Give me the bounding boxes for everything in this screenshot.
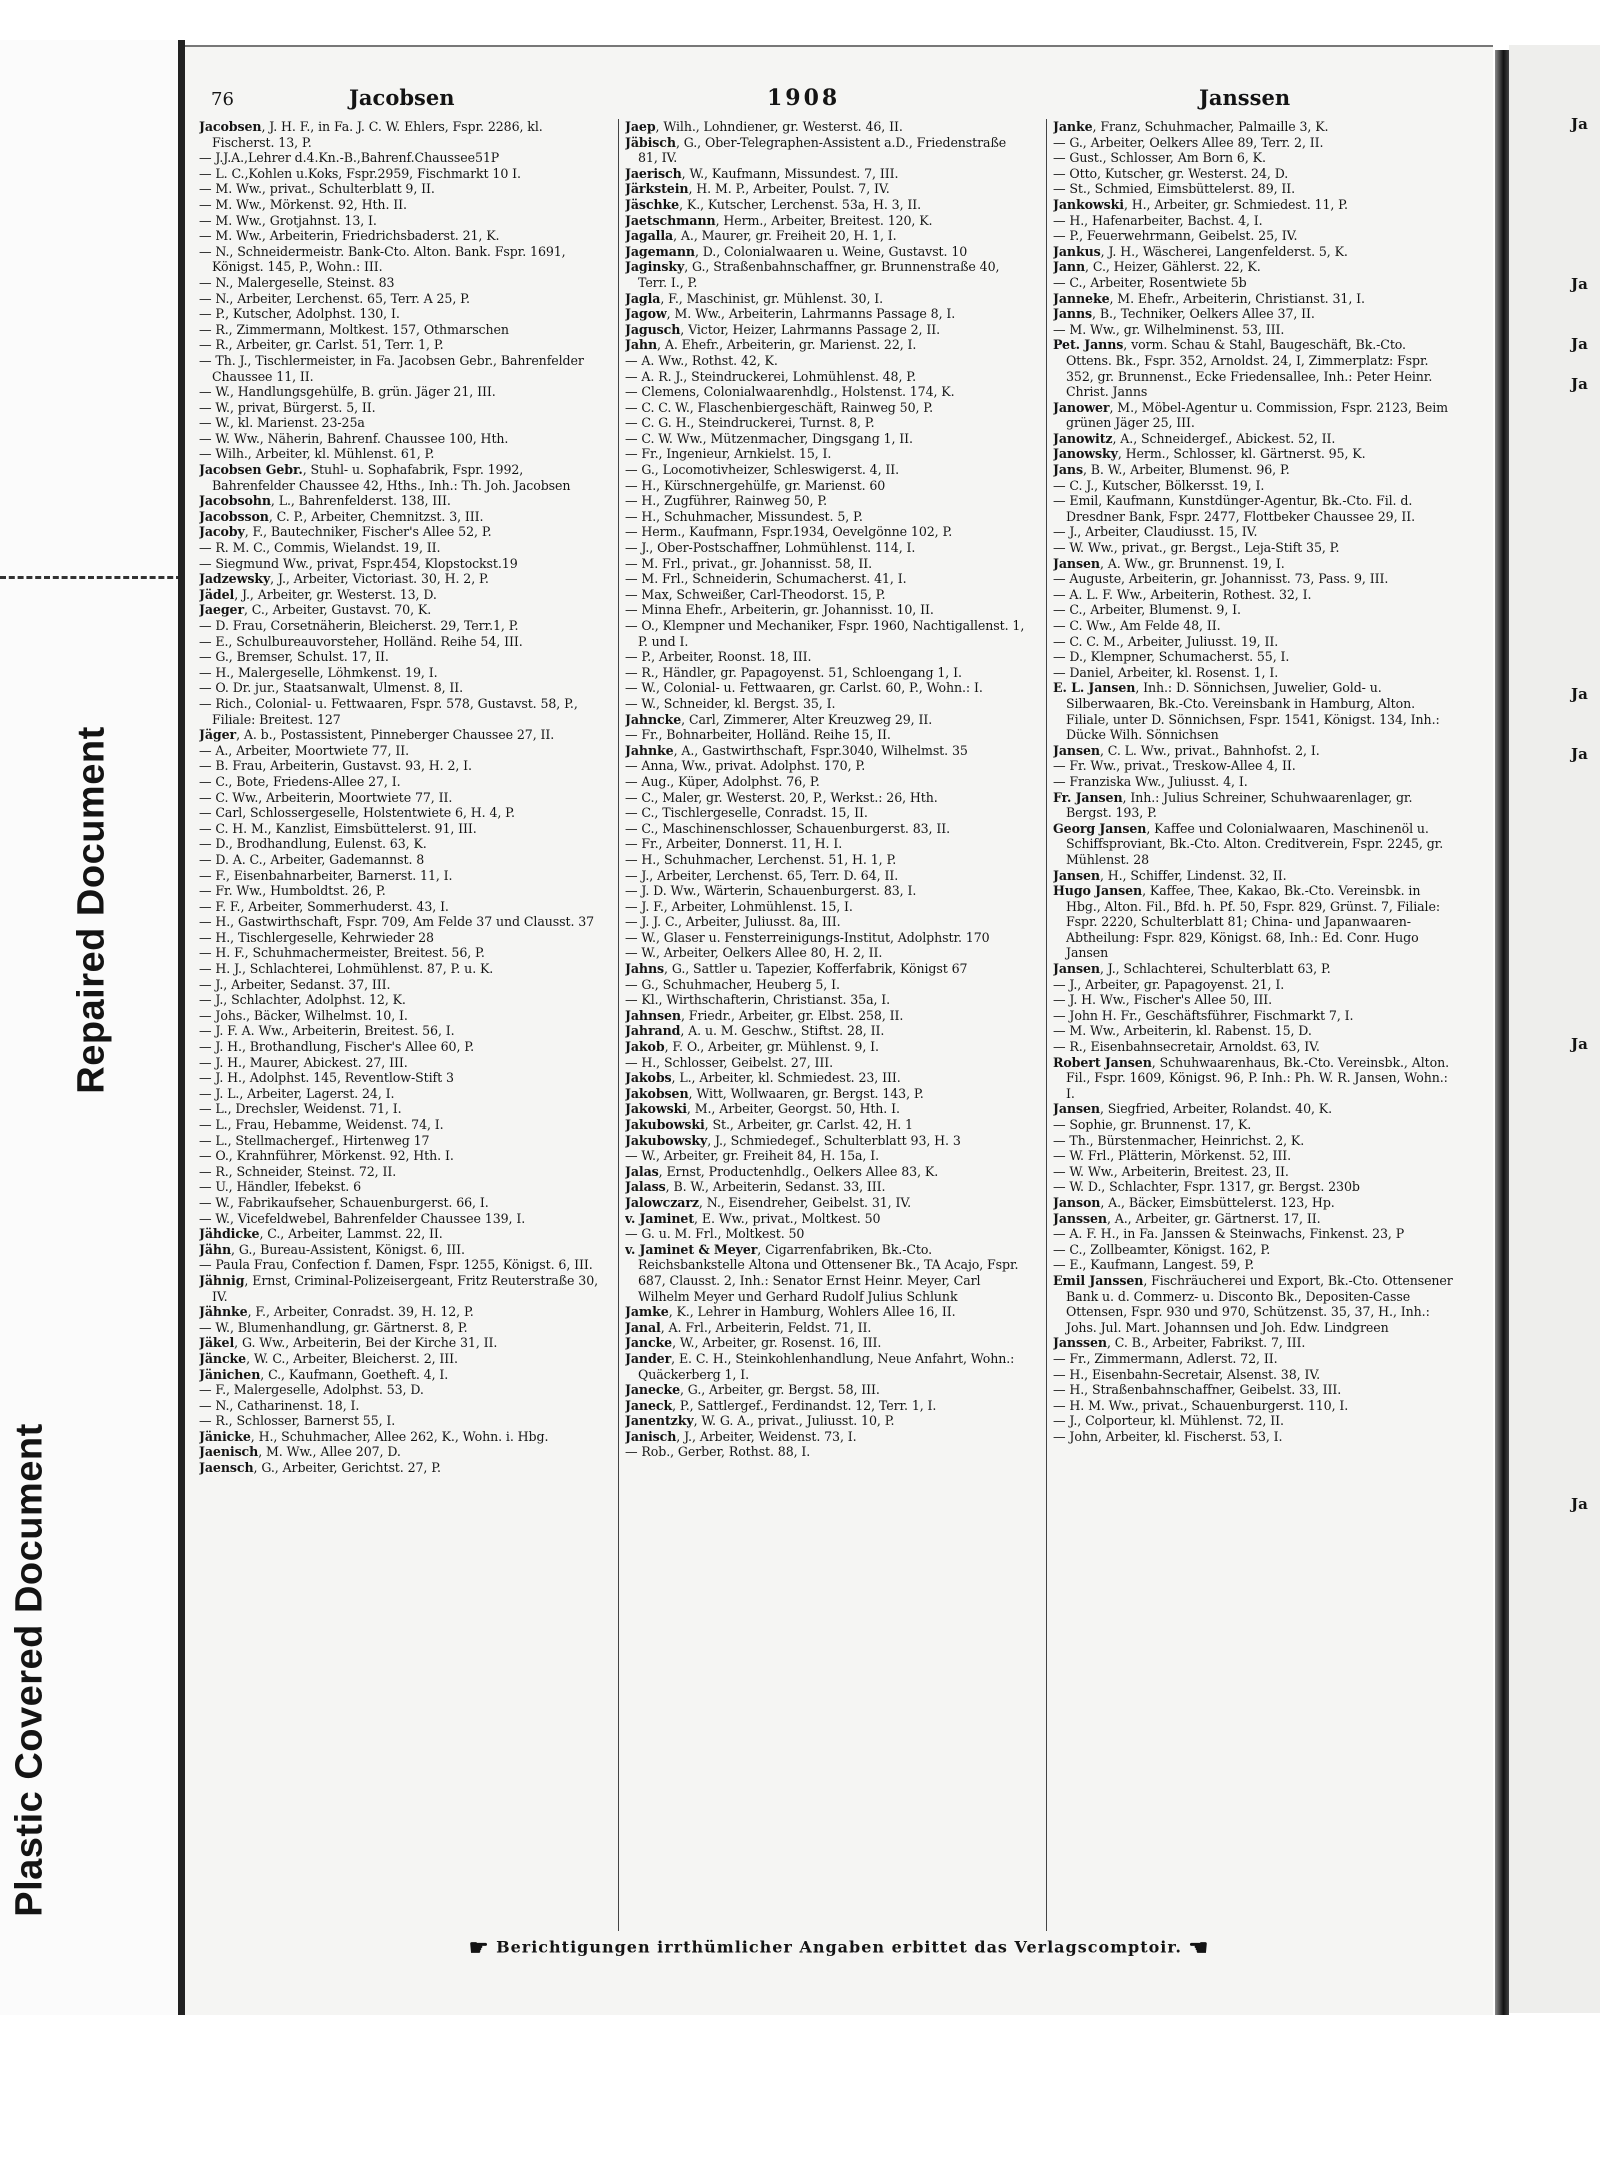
directory-entry: Jaensch, G., Arbeiter, Gerichtst. 27, P.	[199, 1460, 441, 1476]
directory-entry: Janssen, A., Arbeiter, gr. Gärtnerst. 17, II.	[1053, 1210, 1321, 1226]
directory-entry: — J., Arbeiter, Sedanst. 37, III.	[199, 976, 391, 992]
directory-entry: — E., Schulbureauvorsteher, Holländ. Reihe 54, III.	[199, 633, 523, 649]
column-1	[199, 119, 601, 1919]
directory-entry: — L., Frau, Hebamme, Weidenst. 74, I.	[199, 1117, 444, 1132]
column-2	[625, 119, 1027, 1919]
book-gutter	[1495, 50, 1509, 2015]
pointing-hand-icon: ☚	[1188, 1935, 1210, 1961]
directory-entry: Jahnke, A., Gastwirthschaft, Fspr.3040, Wilhelmst. 35	[625, 742, 968, 758]
directory-entry: Jagalla, A., Maurer, gr. Freiheit 20, H. 1, I.	[625, 228, 897, 244]
plastic-covered-label: Plastic Covered Document	[8, 1423, 51, 1917]
directory-entry: Georg Jansen, Kaffee und Colonialwaaren, Maschinenöl u. Schiffsproviant, Bk.-Cto. Alton. Creditverein, Fspr. 2245, gr. Mühlenst. 28	[1053, 820, 1444, 867]
directory-entry: — H. J., Schlachterei, Lohmühlenst. 87, P. u. K.	[199, 961, 494, 977]
directory-entry: Jansen, H., Schiffer, Lindenst. 32, II.	[1053, 867, 1287, 883]
directory-entry: — P., Arbeiter, Roonst. 18, III.	[625, 649, 812, 665]
directory-entry: Jaginsky, G., Straßenbahnschaffner, gr. Brunnenstraße 40, Terr. I., P.	[625, 259, 1000, 290]
directory-entry: — Daniel, Arbeiter, kl. Rosenst. 1, I.	[1053, 664, 1279, 680]
directory-entry: — J. F. A. Ww., Arbeiterin, Breitest. 56, I.	[199, 1023, 455, 1039]
directory-entry: — M. Ww., Arbeiterin, Friedrichsbaderst. 21, K.	[199, 228, 500, 244]
directory-entry: — W. Ww., Näherin, Bahrenf. Chaussee 100, Hth.	[199, 430, 509, 446]
directory-entry: — J. H. Ww., Fischer's Allee 50, III.	[1053, 992, 1273, 1008]
directory-entry: — H., Schuhmacher, Lerchenst. 51, H. 1, P.	[625, 851, 897, 867]
directory-entry: — St., Schmied, Eimsbüttelerst. 89, II.	[1053, 181, 1296, 197]
directory-entry: — U., Händler, Ifebekst. 6	[199, 1179, 362, 1195]
directory-entry: — W., Schneider, kl. Bergst. 35, I.	[625, 695, 836, 711]
directory-entry: — W., Colonial- u. Fettwaaren, gr. Carlst. 60, P., Wohn.: I.	[625, 680, 983, 696]
directory-entry: Janal, A. Frl., Arbeiterin, Feldst. 71, II.	[625, 1319, 872, 1335]
directory-entry: — Th., Bürstenmacher, Heinrichst. 2, K.	[1053, 1132, 1305, 1148]
directory-entry: Jahns, G., Sattler u. Tapezier, Kofferfabrik, Königst 67	[625, 961, 968, 977]
directory-entry: — H. F., Schuhmachermeister, Breitest. 56, P.	[199, 945, 485, 961]
next-page-fragment: Ja	[1571, 745, 1588, 763]
directory-entry: Järkstein, H. M. P., Arbeiter, Poulst. 7, IV.	[625, 181, 890, 197]
directory-entry: — Auguste, Arbeiterin, gr. Johannisst. 73, Pass. 9, III.	[1053, 571, 1389, 587]
directory-entry: — Fr. Ww., privat., Treskow-Allee 4, II.	[1053, 758, 1296, 774]
directory-entry: — W. Frl., Plätterin, Mörkenst. 52, III.	[1053, 1148, 1292, 1164]
directory-entry: — Fr., Zimmermann, Adlerst. 72, II.	[1053, 1350, 1278, 1366]
directory-entry: — John, Arbeiter, kl. Fischerst. 53, I.	[1053, 1428, 1283, 1444]
directory-entry: — C., Tischlergeselle, Conradst. 15, II.	[625, 805, 868, 821]
directory-entry: — N., Arbeiter, Lerchenst. 65, Terr. A 25, P.	[199, 290, 470, 306]
directory-entry: — H., Eisenbahn-Secretair, Alsenst. 38, IV.	[1053, 1366, 1321, 1382]
directory-entry: — W., Glaser u. Fensterreinigungs-Institut, Adolphstr. 170	[625, 929, 990, 945]
directory-entry: Janneke, M. Ehefr., Arbeiterin, Christianst. 31, I.	[1053, 290, 1365, 306]
next-page-fragment: Ja	[1571, 1035, 1588, 1053]
directory-entry: — J. D. Ww., Wärterin, Schauenburgerst. 83, I.	[625, 883, 917, 899]
directory-entry: — Rob., Gerber, Rothst. 88, I.	[625, 1444, 811, 1460]
directory-entry: Jahncke, Carl, Zimmerer, Alter Kreuzweg 29, II.	[625, 711, 933, 727]
directory-entry: — R., Eisenbahnsecretair, Arnoldst. 63, IV.	[1053, 1039, 1320, 1055]
directory-entry: Jagla, F., Maschinist, gr. Mühlenst. 30, I.	[625, 290, 884, 306]
directory-entry: — W., Arbeiter, Oelkers Allee 80, H. 2, II.	[625, 945, 883, 961]
directory-entry: Janns, B., Techniker, Oelkers Allee 37, II.	[1053, 306, 1315, 322]
directory-entry: — G., Arbeiter, Oelkers Allee 89, Terr. 2, II.	[1053, 134, 1324, 150]
directory-entry: Jaep, Wilh., Lohndiener, gr. Westerst. 46, II.	[625, 119, 903, 134]
directory-entry: Pet. Janns, vorm. Schau & Stahl, Baugeschäft, Bk.-Cto. Ottens. Bk., Fspr. 352, Arnoldst. 24, I, Zimmerplatz: Fspr. 352, gr. Brunnenst., Ecke Friedensallee, Inh.: Peter Heinr. Christ. Janns	[1053, 337, 1433, 400]
directory-entry: — F. F., Arbeiter, Sommerhuderst. 43, I.	[199, 898, 449, 914]
directory-entry: — W., kl. Marienst. 23-25a	[199, 415, 365, 431]
directory-entry: Jalas, Ernst, Productenhdlg., Oelkers Allee 83, K.	[625, 1163, 939, 1179]
directory-entry: — Fr. Ww., Humboldtst. 26, P.	[199, 883, 386, 899]
directory-entry: Jansen, J., Schlachterei, Schulterblatt 63, P.	[1053, 961, 1331, 977]
directory-entry: — H., Straßenbahnschaffner, Geibelst. 33, III.	[1053, 1382, 1342, 1398]
directory-entry: — M. Ww., Grotjahnst. 13, I.	[199, 212, 377, 228]
directory-entry: — A. Ww., Rothst. 42, K.	[625, 352, 778, 368]
directory-entry: — M. Frl., Schneiderin, Schumacherst. 41, I.	[625, 571, 907, 587]
page-footer	[305, 1935, 1373, 1961]
directory-entry: Jäkel, G. Ww., Arbeiterin, Bei der Kirche 31, II.	[199, 1335, 498, 1351]
directory-entry: — Siegmund Ww., privat, Fspr.454, Klopstockst.19	[199, 555, 518, 571]
directory-entry: — P., Feuerwehrmann, Geibelst. 25, IV.	[1053, 228, 1298, 244]
directory-entry: — C., Arbeiter, Rosentwiete 5b	[1053, 274, 1247, 290]
directory-entry: — C., Maschinenschlosser, Schauenburgerst. 83, II.	[625, 820, 951, 836]
directory-entry: — Anna, Ww., privat. Adolphst. 170, P.	[625, 758, 866, 774]
directory-entry: — J., Colporteur, kl. Mühlenst. 72, II.	[1053, 1413, 1284, 1429]
directory-entry: — John H. Fr., Geschäftsführer, Fischmarkt 7, I.	[1053, 1007, 1354, 1023]
directory-entry: — Emil, Kaufmann, Kunstdünger-Agentur, Bk.-Cto. Fil. d. Dresdner Bank, Fspr. 2477, Flottbeker Chaussee 29, II.	[1053, 493, 1416, 524]
directory-entry: — W., Vicefeldwebel, Bahrenfelder Chaussee 139, I.	[199, 1210, 526, 1226]
directory-entry: — H., Kürschnergehülfe, gr. Marienst. 60	[625, 477, 886, 493]
directory-entry: — W., Fabrikaufseher, Schauenburgerst. 66, I.	[199, 1194, 489, 1210]
directory-entry: — N., Catharinenst. 18, I.	[199, 1397, 360, 1413]
directory-entry: — C. J., Kutscher, Bölkersst. 19, I.	[1053, 477, 1265, 493]
directory-entry: Emil Janssen, Fischräucherei und Export, Bk.-Cto. Ottensener Bank u. d. Commerz- u. Disconto Bk., Depositen-Casse Ottensen, Fspr. 930 und 970, Schützenst. 35, 37, H., Inh.: Johs. Jul. Mart. Johannsen und Joh. Edw. Lindgreen	[1053, 1272, 1453, 1335]
directory-entry: Jansen, C. L. Ww., privat., Bahnhofst. 2, I.	[1053, 742, 1320, 758]
page-edge	[178, 40, 185, 2015]
directory-entry: Jahnsen, Friedr., Arbeiter, gr. Elbst. 258, II.	[625, 1007, 904, 1023]
directory-entry: Jakubowsky, J., Schmiedegef., Schulterblatt 93, H. 3	[625, 1132, 961, 1148]
directory-entry: — J., Ober-Postschaffner, Lohmühlenst. 114, I.	[625, 540, 916, 556]
directory-entry: Jädel, J., Arbeiter, gr. Westerst. 13, D.	[199, 586, 437, 602]
directory-entry: — Johs., Bäcker, Wilhelmst. 10, I.	[199, 1007, 408, 1023]
directory-entry: — Fr., Bohnarbeiter, Holländ. Reihe 15, II.	[625, 727, 891, 743]
directory-entry: Jäschke, K., Kutscher, Lerchenst. 53a, H. 3, II.	[625, 196, 922, 212]
directory-entry: Jagusch, Victor, Heizer, Lahrmanns Passage 2, II.	[625, 321, 941, 337]
directory-entry: — Wilh., Arbeiter, kl. Mühlenst. 61, P.	[199, 446, 435, 462]
directory-entry: — A. L. F. Ww., Arbeiterin, Rothest. 32, I.	[1053, 586, 1312, 602]
directory-entry: Jann, C., Heizer, Gählerst. 22, K.	[1053, 259, 1261, 275]
directory-entry: Jahn, A. Ehefr., Arbeiterin, gr. Marienst. 22, I.	[625, 337, 917, 353]
directory-entry: — Gust., Schlosser, Am Born 6, K.	[1053, 150, 1266, 166]
column-rule	[1046, 119, 1047, 1931]
directory-entry: — G., Schuhmacher, Heuberg 5, I.	[625, 976, 840, 992]
directory-entry: Jakobsen, Witt, Wollwaaren, gr. Bergst. 143, P.	[625, 1085, 924, 1101]
directory-entry: Jahrand, A. u. M. Geschw., Stiftst. 28, II.	[625, 1023, 885, 1039]
directory-entry: Jankowski, H., Arbeiter, gr. Schmiedest. 11, P.	[1053, 196, 1348, 212]
directory-entry: — C. W. Ww., Mützenmacher, Dingsgang 1, II.	[625, 430, 913, 446]
directory-entry: Jakob, F. O., Arbeiter, gr. Mühlenst. 9, I.	[625, 1039, 879, 1055]
directory-entry: — C., Bote, Friedens-Allee 27, I.	[199, 773, 401, 789]
directory-entry: — R., Arbeiter, gr. Carlst. 51, Terr. 1, P.	[199, 337, 444, 353]
directory-entry: — J., Arbeiter, gr. Papagoyenst. 21, I.	[1053, 976, 1285, 992]
directory-entry: Jaerisch, W., Kaufmann, Missundest. 7, III.	[625, 165, 899, 181]
directory-entry: — A. R. J., Steindruckerei, Lohmühlenst. 48, P.	[625, 368, 916, 384]
directory-entry: — G. u. M. Frl., Moltkest. 50	[625, 1226, 805, 1242]
directory-entry: — J. F., Arbeiter, Lohmühlenst. 15, I.	[625, 898, 853, 914]
directory-entry: Janower, M., Möbel-Agentur u. Commission, Fspr. 2123, Beim grünen Jäger 25, III.	[1053, 399, 1449, 431]
directory-entry: — W., privat, Bürgerst. 5, II.	[199, 399, 376, 415]
header-year: 1908	[767, 85, 841, 111]
directory-entry: — C. Ww., Arbeiterin, Moortwiete 77, II.	[199, 789, 453, 805]
directory-entry: — R., Händler, gr. Papagoyenst. 51, Schloengang 1, I.	[625, 664, 962, 680]
directory-entry: Jacobsson, C. P., Arbeiter, Chemnitzst. 3, III.	[199, 508, 484, 524]
directory-entry: — A. F. H., in Fa. Janssen & Steinwachs, Finkenst. 23, P	[1053, 1226, 1405, 1242]
directory-entry: Jagow, M. Ww., Arbeiterin, Lahrmanns Passage 8, I.	[625, 306, 956, 322]
directory-entry: — Th. J., Tischlermeister, in Fa. Jacobsen Gebr., Bahrenfelder Chaussee 11, II.	[199, 352, 584, 384]
directory-entry: — L. C.,Kohlen u.Koks, Fspr.2959, Fischmarkt 10 I.	[199, 165, 521, 181]
directory-entry: Jaetschmann, Herm., Arbeiter, Breitest. 120, K.	[625, 212, 933, 228]
next-page-fragment: Ja	[1571, 375, 1588, 393]
directory-entry: — C. Ww., Am Felde 48, II.	[1053, 618, 1221, 633]
directory-entry: — H. M. Ww., privat., Schauenburgerst. 110, I.	[1053, 1397, 1349, 1413]
directory-entry: — Aug., Küper, Adolphst. 76, P.	[625, 773, 820, 789]
directory-entry: Janssen, C. B., Arbeiter, Fabrikst. 7, III.	[1053, 1335, 1306, 1351]
directory-entry: — J., Arbeiter, Claudiusst. 15, IV.	[1053, 524, 1258, 540]
directory-entry: — C., Arbeiter, Blumenst. 9, I.	[1053, 602, 1241, 618]
directory-entry: Jäger, A. b., Postassistent, Pinneberger Chaussee 27, II.	[199, 727, 555, 743]
directory-entry: Jähnig, Ernst, Criminal-Polizeisergeant, Fritz Reuterstraße 30, IV.	[199, 1272, 599, 1304]
directory-entry: — M. Ww., Arbeiterin, kl. Rabenst. 15, D.	[1053, 1023, 1312, 1039]
directory-entry: Jadzewsky, J., Arbeiter, Victoriast. 30, H. 2, P.	[199, 571, 489, 587]
directory-entry: — M. Frl., privat., gr. Johannisst. 58, II.	[625, 555, 872, 571]
directory-entry: Jacoby, F., Bautechniker, Fischer's Allee 52, P.	[199, 524, 492, 540]
directory-entry: Jalass, B. W., Arbeiterin, Sedanst. 33, III.	[625, 1179, 886, 1195]
directory-entry: — O., Klempner und Mechaniker, Fspr. 1960, Nachtigallenst. 1, P. und I.	[625, 618, 1025, 649]
directory-entry: — Rich., Colonial- u. Fettwaaren, Fspr. 578, Gustavst. 58, P., Filiale: Breitest. 127	[199, 695, 578, 727]
directory-entry: — Fr., Ingenieur, Arnkielst. 15, I.	[625, 446, 832, 462]
directory-entry: — P., Kutscher, Adolphst. 130, I.	[199, 306, 400, 322]
directory-entry: — W. D., Schlachter, Fspr. 1317, gr. Bergst. 230b	[1053, 1179, 1360, 1195]
header-last-term: Janssen	[1199, 85, 1291, 110]
directory-entry: Janisch, J., Arbeiter, Weidenst. 73, I.	[625, 1428, 857, 1444]
directory-entry: — M. Ww., gr. Wilhelminenst. 53, III.	[1053, 321, 1285, 337]
directory-entry: Jankus, J. H., Wäscherei, Langenfelderst. 5, K.	[1053, 243, 1348, 259]
directory-entry: — W., Blumenhandlung, gr. Gärtnerst. 8, P.	[199, 1319, 468, 1335]
directory-entry: — C., Zollbeamter, Königst. 162, P.	[1053, 1241, 1271, 1257]
directory-entry: Robert Jansen, Schuhwaarenhaus, Bk.-Cto. Vereinsbk., Alton. Fil., Fspr. 1609, Königst. 96, P. Inh.: Ph. W. R. Jansen, Wohn.: I.	[1053, 1054, 1450, 1101]
directory-entry: — E., Kaufmann, Langest. 59, P.	[1053, 1257, 1255, 1273]
directory-entry: Janson, A., Bäcker, Eimsbüttelerst. 123, Hp.	[1053, 1194, 1335, 1210]
directory-entry: — L., Drechsler, Weidenst. 71, I.	[199, 1101, 402, 1117]
header-first-term: Jacobsen	[349, 85, 455, 110]
directory-entry: — R., Schneider, Steinst. 72, II.	[199, 1163, 397, 1179]
directory-entry: Jans, B. W., Arbeiter, Blumenst. 96, P.	[1053, 462, 1290, 478]
next-page-fragment: Ja	[1571, 335, 1588, 353]
directory-entry: Jancke, W., Arbeiter, gr. Rosenst. 16, III.	[625, 1335, 882, 1351]
directory-entry: Jamke, K., Lehrer in Hamburg, Wohlers Allee 16, II.	[625, 1304, 956, 1320]
directory-entry: — N., Schneidermeistr. Bank-Cto. Alton. Bank. Fspr. 1691, Königst. 145, P., Wohn.: III.	[199, 243, 566, 275]
directory-entry: — J., Schlachter, Adolphst. 12, K.	[199, 992, 406, 1008]
directory-entry: — L., Stellmachergef., Hirtenweg 17	[199, 1132, 430, 1148]
directory-entry: — Minna Ehefr., Arbeiterin, gr. Johannisst. 10, II.	[625, 602, 934, 618]
directory-entry: — J. J. C., Arbeiter, Juliusst. 8a, III.	[625, 914, 841, 930]
directory-entry: Jacobsohn, L., Bahrenfelderst. 138, III.	[199, 493, 451, 509]
directory-entry: v. Jaminet & Meyer, Cigarrenfabriken, Bk.-Cto. Reichsbankstelle Altona und Ottensener Bk., TA Acajo, Fspr. 687, Clausst. 2, Inh.: Senator Ernst Heinr. Meyer, Carl Wilhelm Meyer und Gerhard Rudolf Julius Schlunk	[625, 1241, 1019, 1304]
directory-entry: Jänichen, C., Kaufmann, Goetheft. 4, I.	[199, 1366, 449, 1382]
directory-entry: Fr. Jansen, Inh.: Julius Schreiner, Schuhwaarenlager, gr. Bergst. 193, P.	[1053, 789, 1413, 821]
next-page-fragment: Ja	[1571, 115, 1588, 133]
directory-entry: — Max, Schweißer, Carl-Theodorst. 15, P.	[625, 586, 886, 602]
next-page-fragment: Ja	[1571, 275, 1588, 293]
directory-entry: — B. Frau, Arbeiterin, Gustavst. 93, H. 2, I.	[199, 758, 472, 774]
directory-entry: — C. G. H., Steindruckerei, Turnst. 8, P.	[625, 415, 875, 431]
directory-entry: Jansen, Siegfried, Arbeiter, Rolandst. 40, K.	[1053, 1101, 1333, 1117]
directory-entry: Jähn, G., Bureau-Assistent, Königst. 6, III.	[199, 1241, 465, 1257]
footer-text: Berichtigungen irrthümlicher Angaben erbittet das Verlagscomptoir.	[496, 1937, 1182, 1957]
directory-entry: — W., Arbeiter, gr. Freiheit 84, H. 15a, I.	[625, 1148, 879, 1164]
directory-entry: — Carl, Schlossergeselle, Holstentwiete 6, H. 4, P.	[199, 805, 515, 821]
directory-entry: — N., Malergeselle, Steinst. 83	[199, 274, 395, 290]
directory-entry: — M. Ww., Mörkenst. 92, Hth. II.	[199, 196, 407, 212]
directory-entry: — J., Arbeiter, Lerchenst. 65, Terr. D. 64, II.	[625, 867, 899, 883]
page-number: 76	[211, 89, 234, 110]
directory-entry: — W. Ww., Arbeiterin, Breitest. 23, II.	[1053, 1163, 1289, 1179]
page-header	[199, 85, 1479, 115]
directory-entry: Hugo Jansen, Kaffee, Thee, Kakao, Bk.-Cto. Vereinsbk. in Hbg., Alton. Fil., Bfd. h. Pf. 50, Fspr. 829, Grünst. 7, Filiale: Fspr. 2220, Schulterblatt 81; China- und Japanwaaren-Abtheilung: Fspr. 829, Königst. 68, Inh.: Ed. Conr. Hugo Jansen	[1053, 883, 1440, 961]
dashed-divider	[0, 576, 182, 579]
directory-entry: E. L. Jansen, Inh.: D. Sönnichsen, Juwelier, Gold- u. Silberwaaren, Bk.-Cto. Vereinsbank in Hamburg, Alton. Filiale, unter D. Sönnichsen, Fspr. 1541, Königst. 134, Inh.: Dücke Wilh. Sönnichsen	[1053, 680, 1440, 743]
directory-entry: — J. H., Adolphst. 145, Reventlow-Stift 3	[199, 1070, 454, 1086]
directory-entry: — Sophie, gr. Brunnenst. 17, K.	[1053, 1117, 1252, 1132]
directory-entry: Jansen, A. Ww., gr. Brunnenst. 19, I.	[1053, 555, 1285, 571]
directory-entry: Jacobsen, J. H. F., in Fa. J. C. W. Ehlers, Fspr. 2286, kl. Fischerst. 13, P.	[199, 119, 543, 150]
next-page-edge	[1509, 45, 1600, 2013]
directory-entry: — D. Frau, Corsetnäherin, Bleicherst. 29, Terr.1, P.	[199, 618, 519, 633]
directory-entry: — R. M. C., Commis, Wielandst. 19, II.	[199, 540, 441, 556]
column-3	[1053, 119, 1455, 1919]
directory-entry: — J. H., Brothandlung, Fischer's Allee 60, P.	[199, 1039, 475, 1055]
directory-entry: — J. H., Maurer, Abickest. 27, III.	[199, 1054, 408, 1070]
directory-entry: — Franziska Ww., Juliusst. 4, I.	[1053, 773, 1248, 789]
directory-entry: — M. Ww., privat., Schulterblatt 9, II.	[199, 181, 435, 197]
next-page-fragment: Ja	[1571, 685, 1588, 703]
directory-entry: Jähnke, F., Arbeiter, Conradst. 39, H. 12, P.	[199, 1304, 474, 1320]
directory-entry: — H., Schuhmacher, Missundest. 5, P.	[625, 508, 863, 524]
directory-entry: — Herm., Kaufmann, Fspr.1934, Oevelgönne 102, P.	[625, 524, 953, 540]
directory-entry: — J.J.A.,Lehrer d.4.Kn.-B.,Bahrenf.Chaussee51P	[199, 150, 500, 166]
directory-entry: — G., Locomotivheizer, Schleswigerst. 4, II.	[625, 462, 900, 478]
directory-entry: Jänicke, H., Schuhmacher, Allee 262, K., Wohn. i. Hbg.	[199, 1428, 549, 1444]
directory-entry: — D., Brodhandlung, Eulenst. 63, K.	[199, 836, 427, 852]
directory-entry: — O. Dr. jur., Staatsanwalt, Ulmenst. 8, II.	[199, 680, 464, 696]
directory-entry: Janke, Franz, Schuhmacher, Palmaille 3, K.	[1053, 119, 1329, 134]
directory-entry: Janowsky, Herm., Schlosser, kl. Gärtnerst. 95, K.	[1053, 446, 1366, 462]
directory-entry: — C., Maler, gr. Westerst. 20, P., Werkst.: 26, Hth.	[625, 789, 938, 805]
directory-entry: — H., Gastwirthschaft, Fspr. 709, Am Felde 37 und Clausst. 37	[199, 914, 595, 930]
directory-entry: Jagemann, D., Colonialwaaren u. Weine, Gustavst. 10	[625, 243, 968, 259]
directory-entry: — W., Handlungsgehülfe, B. grün. Jäger 21, III.	[199, 384, 496, 400]
directory-entry: — H., Zugführer, Rainweg 50, P.	[625, 493, 828, 509]
pointing-hand-icon: ☛	[468, 1935, 490, 1961]
directory-entry: Jacobsen Gebr., Stuhl- u. Sophafabrik, Fspr. 1992, Bahrenfelder Chaussee 42, Hths., Inh.: Th. Joh. Jacobsen	[199, 462, 571, 493]
directory-entry: — H., Tischlergeselle, Kehrwieder 28	[199, 929, 434, 945]
directory-entry: Jaeger, C., Arbeiter, Gustavst. 70, K.	[199, 602, 432, 618]
directory-entry: Jakubowski, St., Arbeiter, gr. Carlst. 42, H. 1	[625, 1117, 913, 1132]
directory-entry: — Kl., Wirthschafterin, Christianst. 35a, I.	[625, 992, 891, 1008]
directory-entry: — C. H. M., Kanzlist, Eimsbüttelerst. 91, III.	[199, 820, 477, 836]
directory-entry: — O., Krahnführer, Mörkenst. 92, Hth. I.	[199, 1148, 454, 1164]
directory-entry: — H., Schlosser, Geibelst. 27, III.	[625, 1054, 834, 1070]
directory-entry: — Fr., Arbeiter, Donnerst. 11, H. I.	[625, 836, 843, 852]
directory-entry: — H., Malergeselle, Löhmkenst. 19, I.	[199, 664, 438, 680]
directory-entry: — F., Eisenbahnarbeiter, Barnerst. 11, I.	[199, 867, 453, 883]
directory-entry: — H., Hafenarbeiter, Bachst. 4, I.	[1053, 212, 1263, 228]
directory-entry: Jähdicke, C., Arbeiter, Lammst. 22, II.	[199, 1226, 443, 1242]
directory-entry: Jäncke, W. C., Arbeiter, Bleicherst. 2, III.	[199, 1350, 458, 1366]
directory-entry: — Otto, Kutscher, gr. Westerst. 24, D.	[1053, 165, 1289, 181]
directory-entry: — D., Klempner, Schumacherst. 55, I.	[1053, 649, 1290, 665]
directory-entry: v. Jaminet, E. Ww., privat., Moltkest. 50	[625, 1210, 881, 1226]
directory-entry: — C. C. M., Arbeiter, Juliusst. 19, II.	[1053, 633, 1279, 649]
directory-entry: Jakobs, L., Arbeiter, kl. Schmiedest. 23, III.	[625, 1070, 901, 1086]
directory-entry: — Paula Frau, Confection f. Damen, Fspr. 1255, Königst. 6, III.	[199, 1257, 593, 1273]
directory-entry: Jander, E. C. H., Steinkohlenhandlung, Neue Anfahrt, Wohn.: Quäckerberg 1, I.	[625, 1350, 1015, 1382]
directory-entry: — D. A. C., Arbeiter, Gademannst. 8	[199, 851, 425, 867]
column-rule	[618, 119, 619, 1931]
next-page-fragment: Ja	[1571, 1495, 1588, 1513]
directory-entry: Jakowski, M., Arbeiter, Georgst. 50, Hth. I.	[625, 1101, 900, 1117]
directory-entry: — C. C. W., Flaschenbiergeschäft, Rainweg 50, P.	[625, 399, 934, 415]
directory-entry: — R., Schlosser, Barnerst 55, I.	[199, 1413, 396, 1429]
repaired-document-label: Repaired Document	[70, 726, 113, 1094]
directory-entry: Jaenisch, M. Ww., Allee 207, D.	[199, 1444, 401, 1460]
directory-entry: — W. Ww., privat., gr. Bergst., Leja-Stift 35, P.	[1053, 540, 1340, 556]
directory-entry: — F., Malergeselle, Adolphst. 53, D.	[199, 1382, 424, 1398]
directory-entry: — Clemens, Colonialwaarenhdlg., Holstenst. 174, K.	[625, 384, 955, 400]
binding-strip	[0, 40, 180, 2015]
directory-entry: Jalowczarz, N., Eisendreher, Geibelst. 31, IV.	[625, 1194, 912, 1210]
directory-entry: — R., Zimmermann, Moltkest. 157, Othmarschen	[199, 321, 509, 337]
directory-entry: Janentzky, W. G. A., privat., Juliusst. 10, P.	[625, 1413, 895, 1429]
directory-entry: — A., Arbeiter, Moortwiete 77, II.	[199, 742, 410, 758]
directory-entry: Janowitz, A., Schneidergef., Abickest. 52, II.	[1053, 430, 1336, 446]
directory-entry: Janecke, G., Arbeiter, gr. Bergst. 58, III.	[625, 1382, 880, 1398]
directory-entry: — J. L., Arbeiter, Lagerst. 24, I.	[199, 1085, 395, 1101]
directory-page	[185, 45, 1493, 2015]
scan-background	[180, 2015, 1600, 2177]
directory-entry: Jäbisch, G., Ober-Telegraphen-Assistent a.D., Friedenstraße 81, IV.	[625, 134, 1007, 166]
directory-entry: Janeck, P., Sattlergef., Ferdinandst. 12, Terr. 1, I.	[625, 1397, 937, 1413]
directory-entry: — G., Bremser, Schulst. 17, II.	[199, 649, 389, 665]
